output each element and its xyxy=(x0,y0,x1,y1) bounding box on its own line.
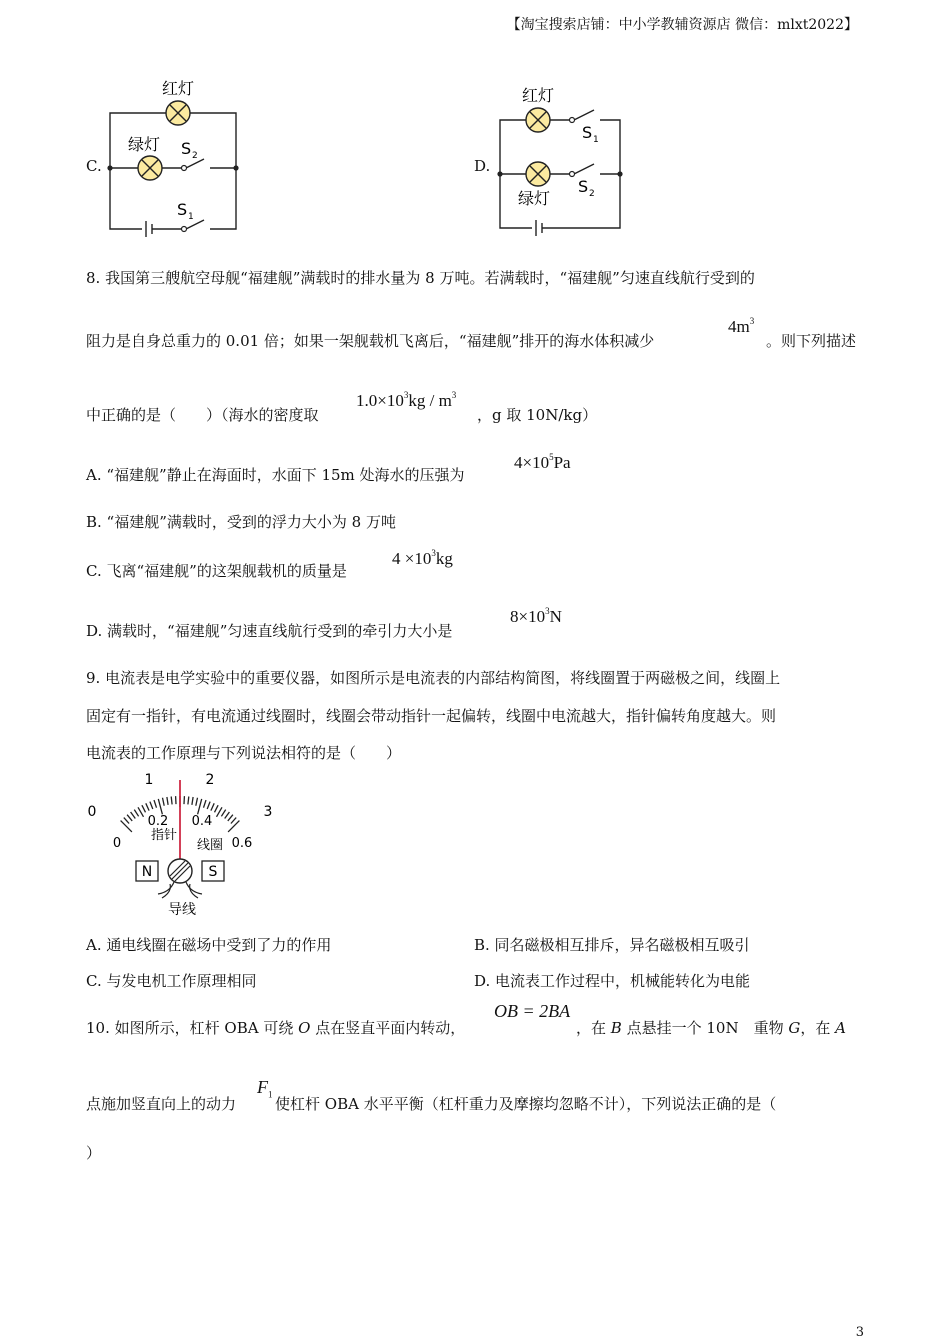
scale-tick xyxy=(207,802,210,809)
q9-option-b: B. 同名磁极相互排斥，异名磁极相互吸引 xyxy=(474,936,750,954)
switch-s2-sub: 2 xyxy=(192,151,198,161)
option-d-label: D. xyxy=(474,157,491,175)
scale-tick xyxy=(121,821,132,832)
coil-label: 线圈 xyxy=(196,838,224,853)
scale-tick xyxy=(158,799,162,814)
red-lamp-icon xyxy=(166,101,190,125)
green-lamp-label: 绿灯 xyxy=(517,189,551,208)
q9-option-a: A. 通电线圈在磁场中受到了力的作用 xyxy=(86,936,332,954)
q8-line-2-end: 。则下列描述 xyxy=(766,332,857,350)
scale-outer-1: 1 xyxy=(144,772,154,788)
scale-tick xyxy=(225,812,230,819)
q8-option-a-math: $4\times 10^5Pa$ xyxy=(514,452,571,472)
q9-line-2: 固定有一指针，有电流通过线圈时，线圈会带动指针一起偏转，线圈中电流越大，指针偏转角度越大。则 xyxy=(86,707,777,725)
green-lamp-label: 绿灯 xyxy=(127,135,161,154)
q8-option-d-math: $8\times 10^3N$ xyxy=(510,606,562,626)
scale-inner-2: 0.4 xyxy=(191,814,213,829)
scale-tick xyxy=(131,812,136,819)
q8-volume-math: $4m^3$ xyxy=(728,316,755,336)
q10-line-2-text: 点施加竖直向上的动力 xyxy=(86,1095,237,1113)
switch-s1-label: S xyxy=(177,200,188,219)
pole-n-label: N xyxy=(141,864,153,880)
scale-tick xyxy=(192,797,193,805)
scale-tick xyxy=(127,815,132,821)
scale-inner-3: 0.6 xyxy=(231,836,253,851)
scale-outer-0: 0 xyxy=(87,804,97,820)
wire-label: 导线 xyxy=(168,902,196,918)
switch-s1-sub: 1 xyxy=(593,135,599,145)
scale-tick xyxy=(154,800,157,808)
scale-tick xyxy=(204,800,207,808)
scale-tick xyxy=(171,797,172,805)
switch-s2-label: S xyxy=(578,177,589,196)
q10-line-1-end: ，在 B 点悬挂一个 10N 重物 G，在 A xyxy=(576,1019,846,1037)
coil-icon xyxy=(168,859,192,883)
q10-force-math: $F_1$ xyxy=(257,1077,273,1100)
ammeter-diagram xyxy=(82,768,282,918)
scale-outer-2: 2 xyxy=(205,772,215,788)
scale-tick xyxy=(221,810,225,817)
q8-option-b: B. “福建舰”满载时，受到的浮力大小为 8 万吨 xyxy=(86,513,396,531)
scale-tick xyxy=(231,818,236,824)
page-number: 3 xyxy=(855,1325,864,1340)
scale-tick xyxy=(138,807,144,817)
scale-tick xyxy=(142,805,146,812)
pole-s-label: S xyxy=(208,864,218,880)
green-lamp-icon xyxy=(138,156,162,180)
green-lamp-icon xyxy=(526,162,550,186)
red-lamp-icon xyxy=(526,108,550,132)
q8-line-1: 8. 我国第三艘航空母舰“福建舰”满载时的排水量为 8 万吨。若满载时，“福建舰”匀速直线航行受到的 xyxy=(86,269,755,287)
scale-tick xyxy=(188,797,189,805)
q10-line-2-end: 使杠杆 OBA 水平平衡（杠杆重力及摩擦均忽略不计），下列说法正确的是（ xyxy=(275,1095,777,1113)
scale-inner-1: 0.2 xyxy=(147,814,169,829)
q8-density-math: $1.0\times 10^3kg / m^3$ xyxy=(356,390,457,410)
q9-option-d: D. 电流表工作过程中，机械能转化为电能 xyxy=(474,972,751,990)
q9-line-1: 9. 电流表是电学实验中的重要仪器，如图所示是电流表的内部结构简图，将线圈置于两磁极之间，线圈上 xyxy=(86,669,781,687)
q8-option-c: C. 飞离“福建舰”的这架舰载机的质量是 xyxy=(86,562,347,580)
red-lamp-label: 红灯 xyxy=(161,79,195,98)
q10-ratio-math: OB = 2BA xyxy=(494,1001,571,1021)
scale-tick xyxy=(215,805,219,812)
pointer-label: 指针 xyxy=(150,828,178,843)
scale-tick xyxy=(167,797,168,805)
q8-line-3-end: ，g 取 10N/kg） xyxy=(477,406,598,424)
scale-tick xyxy=(228,821,239,832)
q8-option-c-math: $4 \times 10^3kg$ xyxy=(392,548,453,568)
scale-tick xyxy=(196,798,198,806)
scale-tick xyxy=(150,802,153,809)
scale-outer-3: 3 xyxy=(263,804,273,820)
circuit-diagram-c xyxy=(100,72,250,247)
scale-tick xyxy=(217,807,223,817)
scale-tick xyxy=(134,810,138,817)
q10-line-1: 10. 如图所示，杠杆 OBA 可绕 O 点在竖直平面内转动， xyxy=(86,1019,466,1037)
q8-option-a: A. “福建舰”静止在海面时，水面下 15m 处海水的压强为 xyxy=(86,466,465,484)
q8-line-2-text: 阻力是自身总重力的 0.01 倍；如果一架舰载机飞离后，“福建舰”排开的海水体积减少 xyxy=(86,332,655,350)
switch-s2-label: S xyxy=(181,139,192,158)
scale-tick xyxy=(198,799,202,814)
circuit-diagram-d xyxy=(490,80,640,250)
option-c-label: C. xyxy=(86,157,102,175)
scale-tick xyxy=(228,815,233,821)
switch-s1-label: S xyxy=(582,123,593,142)
red-lamp-label: 红灯 xyxy=(521,86,555,105)
page-header: 【淘宝搜索店铺：中小学教辅资源店 微信：mlxt2022】 xyxy=(506,17,858,33)
switch-s2-sub: 2 xyxy=(589,189,595,199)
scale-tick xyxy=(124,818,129,824)
q9-line-3: 电流表的工作原理与下列说法相符的是（ ） xyxy=(86,744,402,762)
scale-tick xyxy=(211,803,214,810)
switch-s1-sub: 1 xyxy=(188,212,194,222)
scale-tick xyxy=(146,803,149,810)
q8-line-3-text: 中正确的是（ ）（海水的密度取 xyxy=(86,406,319,424)
q9-option-c: C. 与发电机工作原理相同 xyxy=(86,972,257,990)
q8-option-d: D. 满载时，“福建舰”匀速直线航行受到的牵引力大小是 xyxy=(86,622,453,640)
q10-line-3: ） xyxy=(86,1144,102,1162)
scale-inner-0: 0 xyxy=(112,836,122,851)
scale-tick xyxy=(163,798,165,806)
